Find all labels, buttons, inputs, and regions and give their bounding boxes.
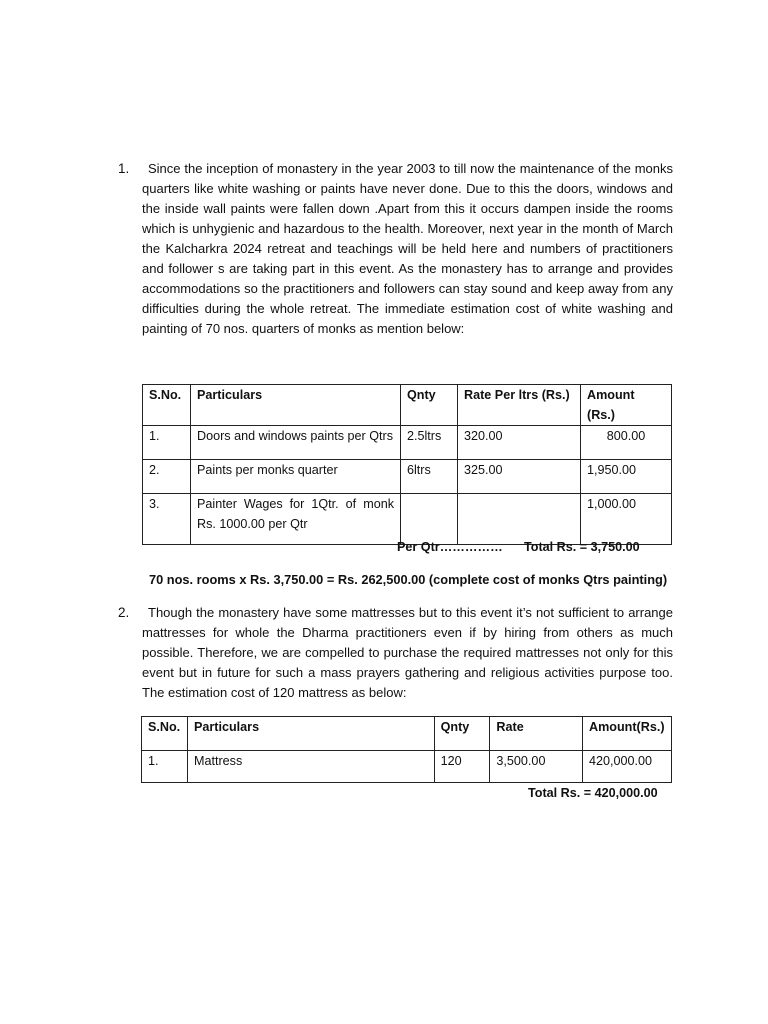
col-header-particulars: Particulars [191, 385, 401, 426]
mattress-estimate-table [141, 716, 672, 783]
per-qtr-label: Per Qtr…………… [397, 540, 503, 554]
painting-cost-summary: 70 nos. rooms x Rs. 3,750.00 = Rs. 262,500.00 (complete cost of monks Qtrs painting) [149, 572, 668, 587]
cell-amount: 1,950.00 [581, 460, 672, 494]
table-row [143, 494, 672, 545]
cell-amount: 800.00 [581, 426, 672, 460]
col-header-rate: Rate Per ltrs (Rs.) [458, 385, 581, 426]
cell-rate: 320.00 [458, 426, 581, 460]
item-number: 2. [118, 605, 130, 620]
cell-qnty: 6ltrs [401, 460, 458, 494]
cell-rate [458, 494, 581, 545]
cell-particulars: Doors and windows paints per Qtrs [191, 426, 401, 460]
table-header-row [143, 385, 672, 426]
table-header-row [142, 717, 672, 751]
item-paragraph: Since the inception of monastery in the year 2003 to till now the maintenance of the monks quarters like white washing or paints have never done. Due to this the doors, windows and the inside wall paints were fallen down .Apart from this it occurs dampen inside the rooms which is unhygienic and hazardous to the health. Moreover, next year in the month of March the Kalcharkra 2024 retreat and teachings will be held here and numbers of practitioners and follower s are taking part in this event. As the monastery has to arrange and provides accommodations so the practitioners and followers can stay sound and keep away from any difficulties during the whole retreat. The immediate estimation cost of white washing and painting of 70 nos. quarters of monks as mention below: [142, 161, 673, 336]
col-header-sno: S.No. [142, 717, 188, 751]
cell-sno: 3. [143, 494, 191, 545]
cell-rate: 325.00 [458, 460, 581, 494]
cell-sno: 1. [143, 426, 191, 460]
paragraph-item-1 [118, 159, 673, 339]
paint-estimate-table [142, 384, 672, 545]
col-header-rate: Rate [490, 717, 583, 751]
cell-particulars: Mattress [187, 751, 434, 783]
table-row [143, 426, 672, 460]
cell-particulars: Paints per monks quarter [191, 460, 401, 494]
table-row [142, 751, 672, 783]
table-row [143, 460, 672, 494]
col-header-sno: S.No. [143, 385, 191, 426]
cell-qnty: 2.5ltrs [401, 426, 458, 460]
cell-sno: 1. [142, 751, 188, 783]
cell-amount: 420,000.00 [582, 751, 671, 783]
table2-total: Total Rs. = 420,000.00 [528, 786, 658, 800]
cell-qnty: 120 [434, 751, 490, 783]
table1-total: Total Rs. = 3,750.00 [524, 540, 640, 554]
cell-qnty [401, 494, 458, 545]
paragraph-item-2 [118, 603, 673, 703]
col-header-amount: Amount(Rs.) [582, 717, 671, 751]
item-number: 1. [118, 161, 130, 176]
item-paragraph: Though the monastery have some mattresses but to this event it’s not sufficient to arrange mattresses for whole the Dharma practitioners even if by hiring from others as much possible. Therefore, we are compelled to purchase the required mattresses not only for this event but in future for such a mass prayers gathering and religious activities purpose too. The estimation cost of 120 mattress as below: [142, 605, 673, 700]
col-header-qnty: Qnty [434, 717, 490, 751]
cell-particulars: Painter Wages for 1Qtr. of monk Rs. 1000.00 per Qtr [191, 494, 401, 545]
cell-rate: 3,500.00 [490, 751, 583, 783]
col-header-particulars: Particulars [187, 717, 434, 751]
cell-amount: 1,000.00 [581, 494, 672, 545]
cell-sno: 2. [143, 460, 191, 494]
col-header-amount: Amount (Rs.) [581, 385, 672, 426]
col-header-qnty: Qnty [401, 385, 458, 426]
